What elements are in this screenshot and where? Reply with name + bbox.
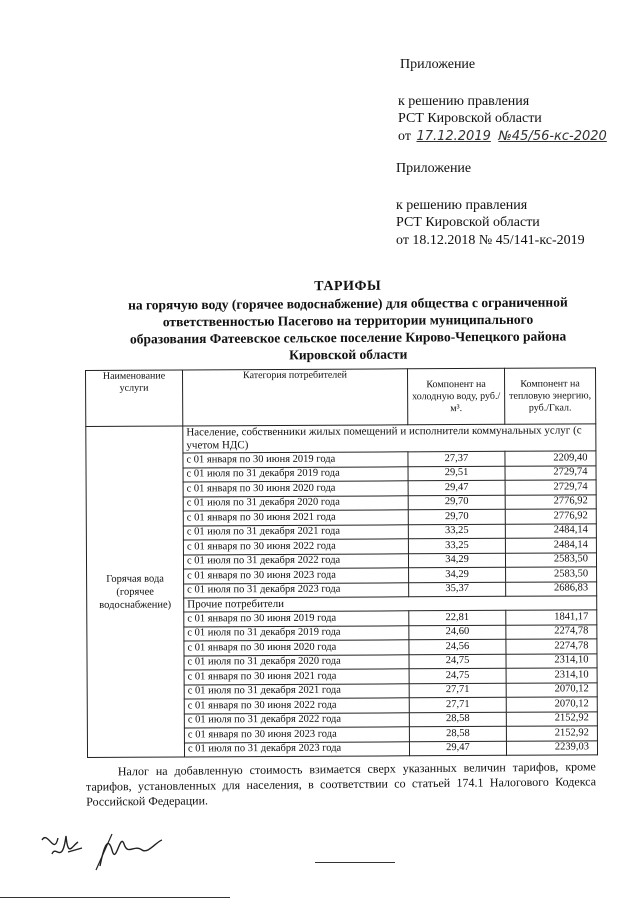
heat-component-cell: 2209,40: [505, 451, 596, 466]
appendix-1-date-line: [398, 128, 607, 146]
appendix-1-prefix: от: [398, 129, 411, 144]
cold-component-cell: 24,75: [409, 668, 506, 683]
header-cold-component: Компонент на холодную воду, руб./м³.: [407, 368, 504, 425]
document-heading: [88, 276, 609, 365]
period-cell: с 01 января по 30 июня 2020 года: [183, 481, 408, 497]
heat-component-cell: 2239,03: [506, 740, 597, 755]
period-cell: с 01 января по 30 июня 2022 года: [183, 539, 408, 555]
period-cell: с 01 января по 30 июня 2020 года: [184, 640, 409, 656]
appendix-1-line1: к решению правления: [398, 94, 530, 109]
service-name-cell: Горячая вода (горячее водоснабжение): [86, 426, 185, 758]
vat-note: Налог на добавленную стоимость взимается сверх указанных величин тарифов, кроме тарифов, установленных для населения, в соответствии со статьей 174.1 Налогового Кодекса Российской Федерации.: [85, 759, 597, 809]
bottom-rule-short: [315, 862, 395, 863]
period-cell: с 01 июля по 31 декабря 2021 года: [183, 524, 408, 540]
cold-component-cell: 29,51: [408, 466, 505, 481]
heat-component-cell: 2729,74: [505, 465, 596, 480]
consumer-group-cell: Население, собственники жилых помещений и исполнители коммунальных услуг (с учетом НДС): [183, 424, 596, 453]
cold-component-cell: 27,71: [409, 697, 506, 712]
heat-component-cell: 2484,14: [505, 538, 596, 553]
appendix-2-line3: от 18.12.2018 № 45/141-кс-2019: [396, 233, 585, 248]
cold-component-cell: 29,47: [408, 480, 505, 495]
cold-component-cell: 33,25: [408, 524, 505, 539]
heat-component-cell: 2686,83: [506, 581, 597, 596]
period-cell: с 01 июля по 31 декабря 2019 года: [184, 625, 409, 641]
cold-component-cell: 34,29: [408, 553, 505, 568]
heat-component-cell: 2776,92: [505, 509, 596, 524]
period-cell: с 01 июля по 31 декабря 2023 года: [184, 582, 409, 598]
heat-component-cell: 2729,74: [505, 480, 596, 495]
period-cell: с 01 июля по 31 декабря 2023 года: [184, 741, 409, 757]
cold-component-cell: 27,71: [409, 683, 506, 698]
heat-component-cell: 2484,14: [505, 523, 596, 538]
appendix-2-line1: к решению правления: [396, 198, 528, 213]
cold-component-cell: 24,56: [409, 639, 506, 654]
heading-line-2: ответственностью Пасегово на территории муниципального: [162, 311, 534, 330]
period-cell: с 01 июля по 31 декабря 2020 года: [184, 654, 409, 670]
header-service: Наименование услуги: [86, 370, 183, 427]
header-heat-component: Компонент на тепловую энергию, руб./Гкал.: [504, 368, 595, 424]
period-cell: с 01 января по 30 июня 2023 года: [184, 568, 409, 584]
period-cell: с 01 января по 30 июня 2019 года: [183, 452, 408, 468]
heat-component-cell: 1841,17: [506, 610, 597, 625]
cold-component-cell: 29,47: [409, 741, 506, 756]
period-cell: с 01 июля по 31 декабря 2022 года: [183, 553, 408, 569]
cold-component-cell: 28,58: [409, 712, 506, 727]
heat-component-cell: 2583,50: [506, 567, 597, 582]
period-cell: с 01 января по 30 июня 2021 года: [183, 510, 408, 526]
cold-component-cell: 29,70: [408, 509, 505, 524]
cold-component-cell: 27,37: [408, 451, 505, 466]
group-row: [86, 424, 596, 454]
heading-line-4: Кировской области: [289, 346, 408, 363]
appendix-1-number: №45/56-кс-2020: [498, 129, 607, 144]
heat-component-cell: 2152,92: [506, 726, 597, 741]
heat-component-cell: 2070,12: [506, 682, 597, 697]
appendix-1-date: 17.12.2019: [416, 129, 491, 144]
signature-scribble: [38, 826, 168, 876]
period-cell: с 01 января по 30 июня 2022 года: [184, 698, 409, 714]
document-title: ТАРИФЫ: [314, 278, 382, 295]
heat-component-cell: 2583,50: [505, 552, 596, 567]
heat-component-cell: 2776,92: [505, 494, 596, 509]
cold-component-cell: 28,58: [409, 726, 506, 741]
period-cell: с 01 января по 30 июня 2019 года: [184, 611, 409, 627]
appendix-1-line2: РСТ Кировской области: [398, 111, 542, 126]
consumer-group-cell: Прочие потребители: [184, 596, 597, 612]
cold-component-cell: 29,70: [408, 495, 505, 510]
cold-component-cell: 33,25: [408, 538, 505, 553]
cold-component-cell: 22,81: [409, 610, 506, 625]
heat-component-cell: 2274,78: [506, 639, 597, 654]
period-cell: с 01 июля по 31 декабря 2022 года: [184, 712, 409, 728]
heading-line-1: на горячую воду (горячее водоснабжение) для общества с ограниченной: [127, 294, 568, 313]
header-category: Категория потребителей: [183, 369, 408, 426]
period-cell: с 01 июля по 31 декабря 2020 года: [183, 495, 408, 511]
cold-component-cell: 35,37: [409, 582, 506, 597]
table-header-row: [86, 368, 596, 427]
heat-component-cell: 2070,12: [506, 697, 597, 712]
heat-component-cell: 2274,78: [506, 624, 597, 639]
period-cell: с 01 июля по 31 декабря 2021 года: [184, 683, 409, 699]
cold-component-cell: 24,60: [409, 625, 506, 640]
appendix-1-title: Приложение: [400, 57, 476, 72]
appendix-2-title: Приложение: [396, 161, 472, 176]
period-cell: с 01 июля по 31 декабря 2019 года: [183, 466, 408, 482]
heat-component-cell: 2152,92: [506, 711, 597, 726]
tariff-table: [85, 367, 598, 758]
heat-component-cell: 2314,10: [506, 653, 597, 668]
cold-component-cell: 24,75: [409, 654, 506, 669]
heading-line-3: образования Фатеевское сельское поселение Кирово-Чепецкого района: [129, 328, 567, 347]
bottom-rule-long: [0, 897, 230, 898]
period-cell: с 01 января по 30 июня 2023 года: [184, 727, 409, 743]
period-cell: с 01 января по 30 июня 2021 года: [184, 669, 409, 685]
heat-component-cell: 2314,10: [506, 668, 597, 683]
appendix-2-line2: РСТ Кировской области: [396, 215, 540, 230]
signature: [38, 826, 168, 881]
cold-component-cell: 34,29: [409, 567, 506, 582]
